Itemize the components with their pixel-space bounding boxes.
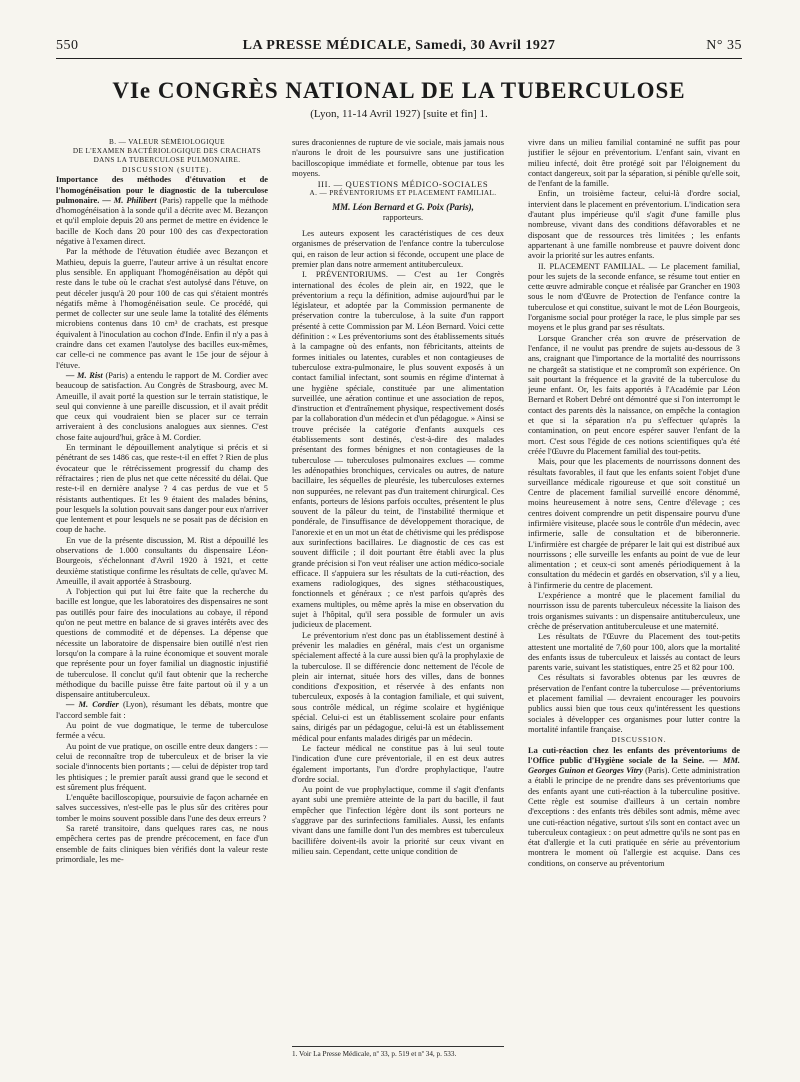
paragraph: Le préventorium n'est donc pas un établissement destiné à prévenir les maladies en général, mais c'est un organisme spécialement affecté à la cure aussi bien qu'à la prophylaxie de la tuberculose. Il se différencie donc nettement de l'école de plein air internat, située hors des villes, dans de bonnes conditions d'exposition, et réservée à des enfants non tuberculeux, exposés à la contagion familiale, et qui suivent, sous contrôle médical, un régime scolaire et hygiénique spécial. Celui-ci est un établissement scolaire pour enfants sains, dirigés par un pédagogue, celui-là est un établissement médical pour enfants malades dirigés par un médecin.	[292, 630, 504, 743]
article-subtitle: (Lyon, 11-14 Avril 1927) [suite et fin] 1.	[310, 108, 488, 120]
column-1	[56, 138, 268, 1038]
author-name: — M. Cordier	[66, 700, 119, 710]
discussion-heading: DISCUSSION.	[611, 736, 667, 745]
paragraph: L'enquête bacilloscopique, poursuivie de façon acharnée en salves successives, n'est-elle pas le plus sûr des critères pour tomber le moins souvent possible dans l'une des deux erreurs ?	[56, 793, 268, 823]
reporters-role: rapporteurs.	[382, 212, 424, 222]
issue-number: N° 35	[706, 38, 742, 53]
subsection-heading: A. — PRÉVENTORIUMS ET PLACEMENT FAMILIAL.	[309, 189, 497, 198]
section-heading: III. — QUESTIONS MÉDICO-SOCIALES	[317, 179, 489, 190]
footnote: 1. Voir La Presse Médicale, nº 33, p. 519 et nº 34, p. 533.	[292, 1046, 504, 1059]
journal-title: LA PRESSE MÉDICALE, Samedi, 30 Avril 1927	[242, 38, 556, 53]
header-rule	[56, 58, 742, 59]
page-number: 550	[56, 38, 79, 53]
paragraph: En vue de la présente discussion, M. Rist a dépouillé les observations de 1.000 consultants du dispensaire Léon-Bourgeois, s'échelonnant d'Avril 1920 à 1921, et cette deuxième statistique confirme les résultats de celle, qu'avec M. Ameuille, il avait apportée à Strasbourg.	[56, 535, 268, 586]
paragraph: Au point de vue pratique, on oscille entre deux dangers : — celui de reconnaître trop de tuberculeux et de briser la vie sociale d'innocents bien portants ; — celui de dépister trop tard les phtisiques ; le premier paraît aussi grand que le second et est sûrement plus fréquent.	[56, 741, 268, 792]
paragraph: Sa rareté transitoire, dans quelques rares cas, ne nous empêchera certes pas de prendre précocement, en face d'un ensemble de faits cliniques bien vérifiés dont la valeur reste primordiale, les me-	[56, 824, 268, 864]
reporters: MM. Léon Bernard et G. Poix (Paris),	[332, 202, 474, 213]
paragraph: Le facteur médical ne constitue pas à lui seul toute l'indication d'une cure préventoriale, il en est deux autres également importants, l'un d'ordre prophylactique, l'autre d'ordre social.	[292, 743, 504, 784]
paragraph: Lorsque Grancher créa son œuvre de préservation de l'enfance, il ne voulut pas prendre de sujets au-dessous de 3 ans, craignant que l'importance de la mortalité des nourrissons ne chargeât sa statistique et ne compromît son expérience. On sait pourtant la fréquence et la gravité de la tuberculose du jeune enfant. Or, les faits apportés à l'Académie par Léon Bernard et Robert Debré ont démontré que si l'on interrompt le contact des parents dès la naissance, on empêche la contagion et que si la séparation n'a pu s'effectuer qu'après la contamination, on peut encore espérer sauver l'enfant de la mort. C'est sous l'égide de ces notions scientifiques qu'a été créée l'Œuvre du Placement familial des tout-petits.	[528, 333, 740, 456]
paragraph-lead: Importance des méthodes d'étuvation et de l'homogénéisation pour le diagnostic de la tuberculose pulmonaire.	[56, 175, 268, 205]
paragraph-text: (Paris). Cette administration a établi le principe de ne prendre dans ses préventoriums que des enfants ayant une cuti-réaction à la tuberculine positive. Cette règle est soumise d'ailleurs à un certain nombre d'exceptions : des enfants très débiles sont admis, même avec une cuti-réaction négative, surtout s'ils sont en contact avec un tuberculeux contagieux : on peut admettre qu'ils ne sont pas en état d'allergie et la cuti pratiquée en série au préventorium montrera le moment où l'allergie est acquise. Dans ces conditions, on conserve au préventorium	[528, 766, 740, 868]
paragraph	[56, 175, 268, 247]
article-title: VIe CONGRÈS NATIONAL DE LA TUBERCULOSE	[112, 78, 686, 103]
paragraph	[56, 700, 268, 721]
paragraph: Au point de vue dogmatique, le terme de tuberculose fermée a vécu.	[56, 721, 268, 741]
section-heading: B. — VALEUR SÉMÉIOLOGIQUE	[109, 138, 225, 146]
paragraph: Ces résultats si favorables obtenus par les œuvres de préservation de l'enfant contre la tuberculose — préventoriums et placement familial — devraient encourager les pouvoirs publics aussi bien que tous ceux qu'intéressent les questions sociales à développer ces organismes pour lutter contre la mortalité infantile française.	[528, 673, 740, 734]
section-heading: DE L'EXAMEN BACTÉRIOLOGIQUE DES CRACHATS	[72, 147, 262, 155]
paragraph: II. PLACEMENT FAMILIAL. — Le placement familial, pour les sujets de la seconde enfance, se résume tout entier en cette œuvre admirable conçue et réalisée par Grancher en 1903 sous le nom d'Œuvre de Protection de l'enfance contre la tuberculose et qui constitue, suivant le mot de Léon Bourgeois, l'organisme social pour protéger la race, le plus simple par ses moyens et le plus grand par ses résultats.	[528, 261, 740, 333]
column-2	[292, 138, 504, 1038]
paragraph: Au point de vue prophylactique, comme il s'agit d'enfants ayant subi une première atteinte de la part du bacille, il faut empêcher que l'infection légère dont ils sont porteurs ne s'aggrave par des surinfections familiales. Aussi, les enfants vivant dans une famille dont l'un des membres est tuberculeux bacillifère doivent-ils avoir la priorité sur ceux vivant en milieu sain. Cependant, cette unique condition de	[292, 785, 504, 856]
paragraph: Les résultats de l'Œuvre du Placement des tout-petits attestent une mortalité de 7,60 pour 100, alors que la mortalité des enfants issus de tuberculeux et laissés au contact de leurs parents varie, suivant les statistiques, entre 25 et 82 pour 100.	[528, 632, 740, 673]
paragraph	[56, 371, 268, 443]
author-name: — MM. Georges Guinon et Georges Vitry	[528, 755, 740, 776]
column-3	[528, 138, 740, 1038]
page-header	[56, 38, 742, 58]
discussion-heading: DISCUSSION (SUITE).	[121, 166, 213, 174]
author-name: — M. Philibert	[99, 195, 157, 205]
paragraph-text: (Paris) rappelle que la méthode d'homogénéisation à la sonde qu'il a décrite avec M. Bezançon et qu'il emploie depuis 20 ans permet de mettre en évidence le bacille de Koch dans 20 pour 100 des cas d'expectoration négative à l'examen direct.	[56, 195, 268, 247]
author-name: — M. Rist	[66, 370, 103, 380]
paragraph-text: (Lyon), résumant les débats, montre que l'accord semble fait :	[56, 700, 268, 720]
paragraph: Enfin, un troisième facteur, celui-là d'ordre social, intervient dans le placement en préventorium. L'indication sera d'autant plus impérieuse qu'il s'agit d'une famille plus nombreuse, vivant dans des conditions défavorables et ne disposant que de ressources très limitées ; les enfants appartenant à une famille nombreuse et pauvre doivent donc avoir la priorité sur les autres enfants.	[528, 189, 740, 261]
paragraph: Par la méthode de l'étuvation étudiée avec Bezançon et Mathieu, depuis la guerre, l'auteur arrive à un résultat encore plus sensible. En appliquant l'homogénéisation au dépôt qui reste dans le tube où le crachat s'est autolysé dans l'étuve, on peut déceler jusqu'à 20 pour 100 de cas qui s'étaient montrés négatifs même à l'homogénéisation seule. Ce procédé, qui permet de collecter sur une seule lame la totalité des éléments microbiens contenus dans 10 cm³ de crachats, est presque équivalent à l'inoculation au cochon d'Inde. Enfin il n'y a pas à craindre dans cet examen l'autolyse des bacilles eux-mêmes, car celle-ci ne commence pas avant le 15e jour de séjour à l'étuve.	[56, 247, 268, 370]
paragraph-text: (Paris) a entendu le rapport de M. Cordier avec beaucoup de satisfaction. Au Congrès de Strasbourg, avec M. Ameuille, il avait porté la question sur le terrain statistique, le seul qui convienne à une pareille discussion, et il avait prédit que ceux qui voudraient bien se placer sur ce terrain arriveraient à des conclusions analogues aux siennes. C'est chose faite aujourd'hui, grâce à M. Cordier.	[56, 370, 268, 442]
paragraph	[528, 746, 740, 870]
paragraph: Mais, pour que les placements de nourrissons donnent des résultats favorables, il faut que les enfants soient l'objet d'une surveillance médicale rigoureuse et que soit constitué un Centre de placement familial surveillé encore dénommé, moins heureusement à notre sens, Centre d'élevage ; ces centres doivent comprendre un petit dispensaire pourvu d'une infirmière visiteuse, placée sous le contrôle d'un médecin, avec infirmerie, salle de consultation et de biberonnerie. L'infirmière est chargée de préparer le lait qui est distribué aux nourrissons ; elle surveille les enfants au point de vue de leur alimentation ; et ceux-ci sont amenés périodiquement à la consultation du médecin et gardés en observation, s'il y a lieu, à l'infirmerie du centre de placement.	[528, 457, 740, 590]
paragraph: Les auteurs exposent les caractéristiques de ces deux organismes de préservation de l'enfance contre la tuberculose qui, en raison de leur action si féconde, occupent une place de premier plan dans notre armement antituberculeux.	[292, 229, 504, 269]
paragraph: sures draconiennes de rupture de vie sociale, mais jamais nous n'aurons le droit de les poursuivre sans une justification bacilloscopique immédiate et formelle, obtenue par tous les moyens.	[292, 138, 504, 178]
paragraph: L'expérience a montré que le placement familial du nourrisson issu de parents tuberculeux nécessite la liaison des trois organismes suivants : un dispensaire antituberculeux, une crèche de préservation antituberculeuse et une maternité.	[528, 591, 740, 631]
section-heading: DANS LA TUBERCULOSE PULMONAIRE.	[93, 156, 241, 164]
paragraph: vivre dans un milieu familial contaminé ne suffit pas pour justifier le séjour en préventorium. L'enfant sain, vivant en milieu infecté, doit être protégé soit par l'éloignement du contact dangereux, soit par la séparation, si pénible qu'elle soit, de l'enfant de la famille.	[528, 138, 740, 189]
paragraph: En terminant le dépouillement analytique si précis et si pénétrant de ses 1486 cas, que reste-t-il en effet ? Rien de plus évocateur que le rétrécissement progressif du champ des réfractaires ; rien de plus net que cette nécessité du délai. Que reste-t-il en dernière analyse ? 4 cas perdus de vue et 5 résistants authentiques. Et les 9 étaient des malades bénins, pour lesquels la solution pouvait sans danger pour eux n'arriver que lentement et pour lesquels ne se posait pas de décision en coup de hache.	[56, 443, 268, 535]
paragraph: A l'objection qui put lui être faite que la recherche du bacille est longue, que les laboratoires des dispensaires ne sont pas outillés pour faire des inoculations au cobaye, il répond qu'on ne peut mettre en balance de si graves intérêts avec des questions de commodité et de dépenses. La dépense que nécessite un laboratoire de dispensaire bien outillé n'est rien lorsqu'on la compare à la ruine économique et souvent morale que représente pour un foyer familial un diagnostic injustifié de tuberculose. Il conclut qu'il faut obtenir que la recherche méthodique du bacille puisse être faite partout où il y a un dispensaire antituberculeux.	[56, 587, 268, 700]
paragraph-lead: La cuti-réaction chez les enfants des préventoriums de l'Office public d'Hygiène sociale de la Seine.	[528, 745, 740, 765]
paragraph: I. PRÉVENTORIUMS. — C'est au 1er Congrès international des écoles de plein air, en 1922, que le préventorium a reçu la définition, admise aujourd'hui par le législateur, et adoptée par la Commission permanente de préservation contre la tuberculose, à la suite d'un rapport présenté à cette Commission par M. Léon Bernard. Voici cette définition : « Les préventoriums sont des établissements situés à la campagne où des enfants, non fébricitants, atteints de formes initiales ou latentes, curables et non contagieuses de tuberculose extra-pulmonaire, le plus souvent exposés à un contact familial infectant, sont soumis en régime d'internat à une hygiène spéciale, constituée par une alimentation surveillée, une aération continue et une association de repos, d'instruction et d'entraînement physique, respectivement dosés par la collaboration d'un médecin et d'un pédagogue. » Ainsi se trouve précisée la catégorie d'enfants auxquels ces établissements sont destinés, c'est-à-dire des malades présentant des formes bénignes et non contagieuses de la tuberculose — tuberculoses pulmonaires exclues — comme les adénopathies bronchiques, cervicales ou autres, de nature bacillaire, les séquelles de pleurésie, les tuberculoses externes non suppurées, ne relevant pas d'un traitement chirurgical. Ces enfants, porteurs de lésions parfois occultes, présentent le plus souvent de la pâleur du teint, de l'instabilité thermique et pondérale, de l'insuffisance de développement thoracique, de l'anorexie et en un mot un état de chétivisme qui les prédispose aux surinfections bacillaires. Le diagnostic de ces cas est souvent difficile ; il doit pourtant être établi avec la plus grande précision si l'on veut réaliser une action médico-sociale efficace. Il s'appuiera sur les résultats de la cuti-réaction, des examens radiologiques, des signes stéthacoustiques, fonctionnels et généraux ; ce n'est parfois qu'après des examens multiples, ou même après la mise en observation du sujet à l'hôpital, qu'il sera possible de formuler un avis judicieux de placement.	[292, 270, 504, 630]
